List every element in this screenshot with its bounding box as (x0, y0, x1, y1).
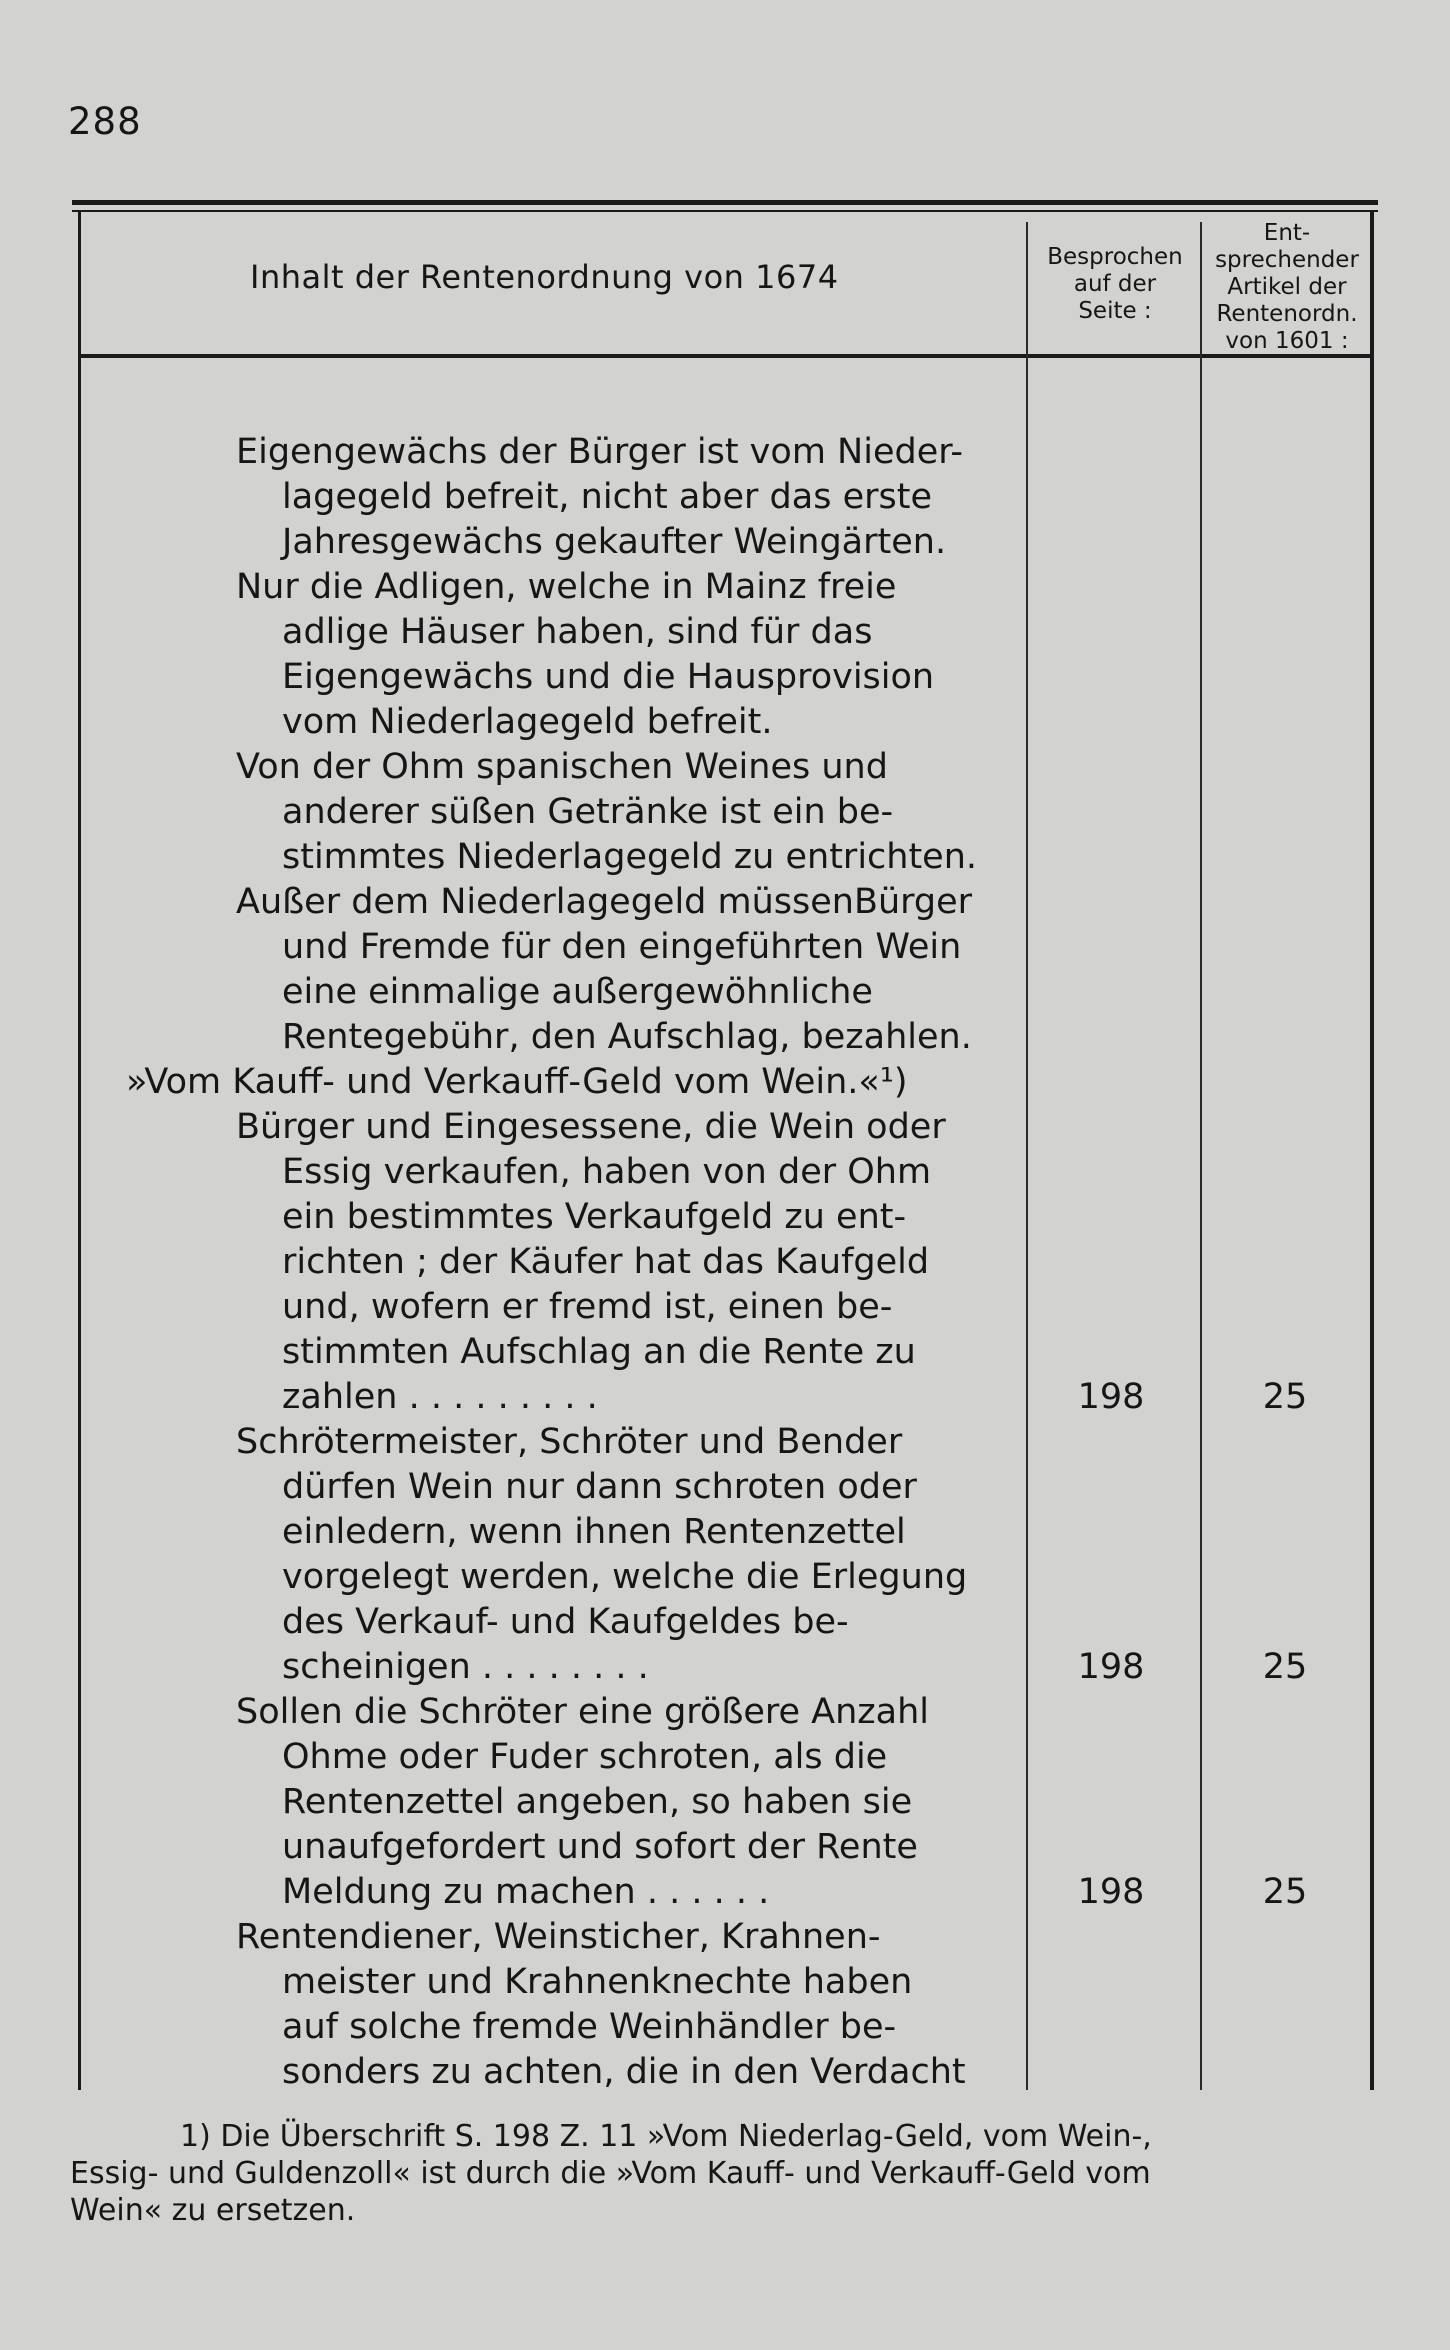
entry-line: einledern, wenn ihnen Rentenzettel (282, 1512, 906, 1552)
entry-line: vom Niederlagegeld befreit. (282, 702, 773, 742)
entry-line: Bürger und Eingesessene, die Wein oder (236, 1107, 946, 1147)
entry-line: Ohme oder Fuder schroten, als die (282, 1737, 888, 1777)
entry-line: Außer dem Niederlagegeld müssenBürger (236, 882, 973, 922)
entry-line: Eigengewächs der Bürger ist vom Nieder- (236, 432, 964, 472)
table-top-rule (72, 200, 1378, 205)
entry-line: Essig verkaufen, haben von der Ohm (282, 1152, 932, 1192)
header-seite-line: auf der (1073, 271, 1157, 297)
header-artikel-line: Artikel der (1227, 274, 1347, 300)
entry-line: anderer süßen Getränke ist ein be- (282, 792, 894, 832)
table-row (0, 1690, 1450, 1915)
entry-line: und Fremde für den eingeführten Wein (282, 927, 962, 967)
entry-line: eine einmalige außergewöhnliche (282, 972, 873, 1012)
entry-line: und, wofern er fremd ist, einen be- (282, 1287, 893, 1327)
page-reference: 198 (1077, 1377, 1145, 1417)
entry-line: meister und Krahnenknechte haben (282, 1962, 913, 2002)
page-number: 288 (68, 100, 142, 143)
entry-line: Rentendiener, Weinsticher, Krahnen- (236, 1917, 881, 1957)
header-artikel-line: Ent- (1263, 220, 1311, 246)
entry-line: Sollen die Schröter eine größere Anzahl (236, 1692, 930, 1732)
header-content-label: Inhalt der Rentenordnung von 1674 (250, 258, 839, 296)
entry-line: lagegeld befreit, nicht aber das erste (282, 477, 932, 517)
table-row (0, 1420, 1450, 1690)
entry-line: Rentenzettel angeben, so haben sie (282, 1782, 913, 1822)
entry-line: zahlen . . . . . . . . . (282, 1377, 598, 1417)
header-artikel-line: Rentenordn. (1216, 301, 1358, 327)
entry-line: Schrötermeister, Schröter und Bender (236, 1422, 903, 1462)
entry-line: sonders zu achten, die in den Verdacht (282, 2052, 966, 2092)
table-row (0, 565, 1450, 745)
entry-line: Nur die Adligen, welche in Mainz freie (236, 567, 897, 607)
footnote (70, 2118, 1380, 2229)
header-seite-line: Seite : (1078, 298, 1152, 324)
table-row (0, 1060, 1450, 1105)
header-seite-line: Besprochen (1047, 244, 1183, 270)
entry-line: scheinigen . . . . . . . . (282, 1647, 649, 1687)
entry-line: ein bestimmtes Verkaufgeld zu ent- (282, 1197, 907, 1237)
article-reference: 25 (1262, 1872, 1308, 1912)
entry-line: auf solche fremde Weinhändler be- (282, 2007, 897, 2047)
entry-line: adlige Häuser haben, sind für das (282, 612, 873, 652)
section-heading: »Vom Kauff- und Verkauff-Geld vom Wein.«¹) (126, 1062, 908, 1102)
entry-line: stimmten Aufschlag an die Rente zu (282, 1332, 916, 1372)
page-reference: 198 (1077, 1872, 1145, 1912)
entry-line: dürfen Wein nur dann schroten oder (282, 1467, 917, 1507)
entry-line: des Verkauf- und Kaufgeldes be- (282, 1602, 849, 1642)
entry-line: vorgelegt werden, welche die Erlegung (282, 1557, 968, 1597)
entry-line: unaufgefordert und sofort der Rente (282, 1827, 918, 1867)
header-artikel (1204, 220, 1370, 355)
table-row (0, 880, 1450, 1060)
entry-line: Jahresgewächs gekaufter Weingärten. (282, 522, 947, 562)
table-row (0, 1915, 1450, 2095)
table-row (0, 1105, 1450, 1420)
table-header-rule (78, 354, 1374, 358)
header-seite (1030, 244, 1200, 325)
footnote-line: Wein« zu ersetzen. (70, 2193, 356, 2228)
entry-line: Eigengewächs und die Hausprovision (282, 657, 935, 697)
page-reference: 198 (1077, 1647, 1145, 1687)
table-body (0, 430, 1450, 2095)
table-top-rule-thin (72, 210, 1378, 212)
entry-line: richten ; der Käufer hat das Kaufgeld (282, 1242, 930, 1282)
entry-line: Meldung zu machen . . . . . . (282, 1872, 770, 1912)
header-artikel-line: sprechender (1215, 247, 1359, 273)
article-reference: 25 (1262, 1647, 1308, 1687)
table-row (0, 745, 1450, 880)
table-row (0, 430, 1450, 565)
footnote-line: 1) Die Überschrift S. 198 Z. 11 »Vom Niederlag-Geld, vom Wein-, (180, 2119, 1152, 2154)
header-artikel-line: von 1601 : (1225, 328, 1349, 354)
article-reference: 25 (1262, 1377, 1308, 1417)
entry-line: Rentegebühr, den Aufschlag, bezahlen. (282, 1017, 972, 1057)
footnote-line: Essig- und Guldenzoll« ist durch die »Vom Kauff- und Verkauff-Geld vom (70, 2156, 1151, 2191)
entry-line: stimmtes Niederlagegeld zu entrichten. (282, 837, 978, 877)
entry-line: Von der Ohm spanischen Weines und (236, 747, 888, 787)
